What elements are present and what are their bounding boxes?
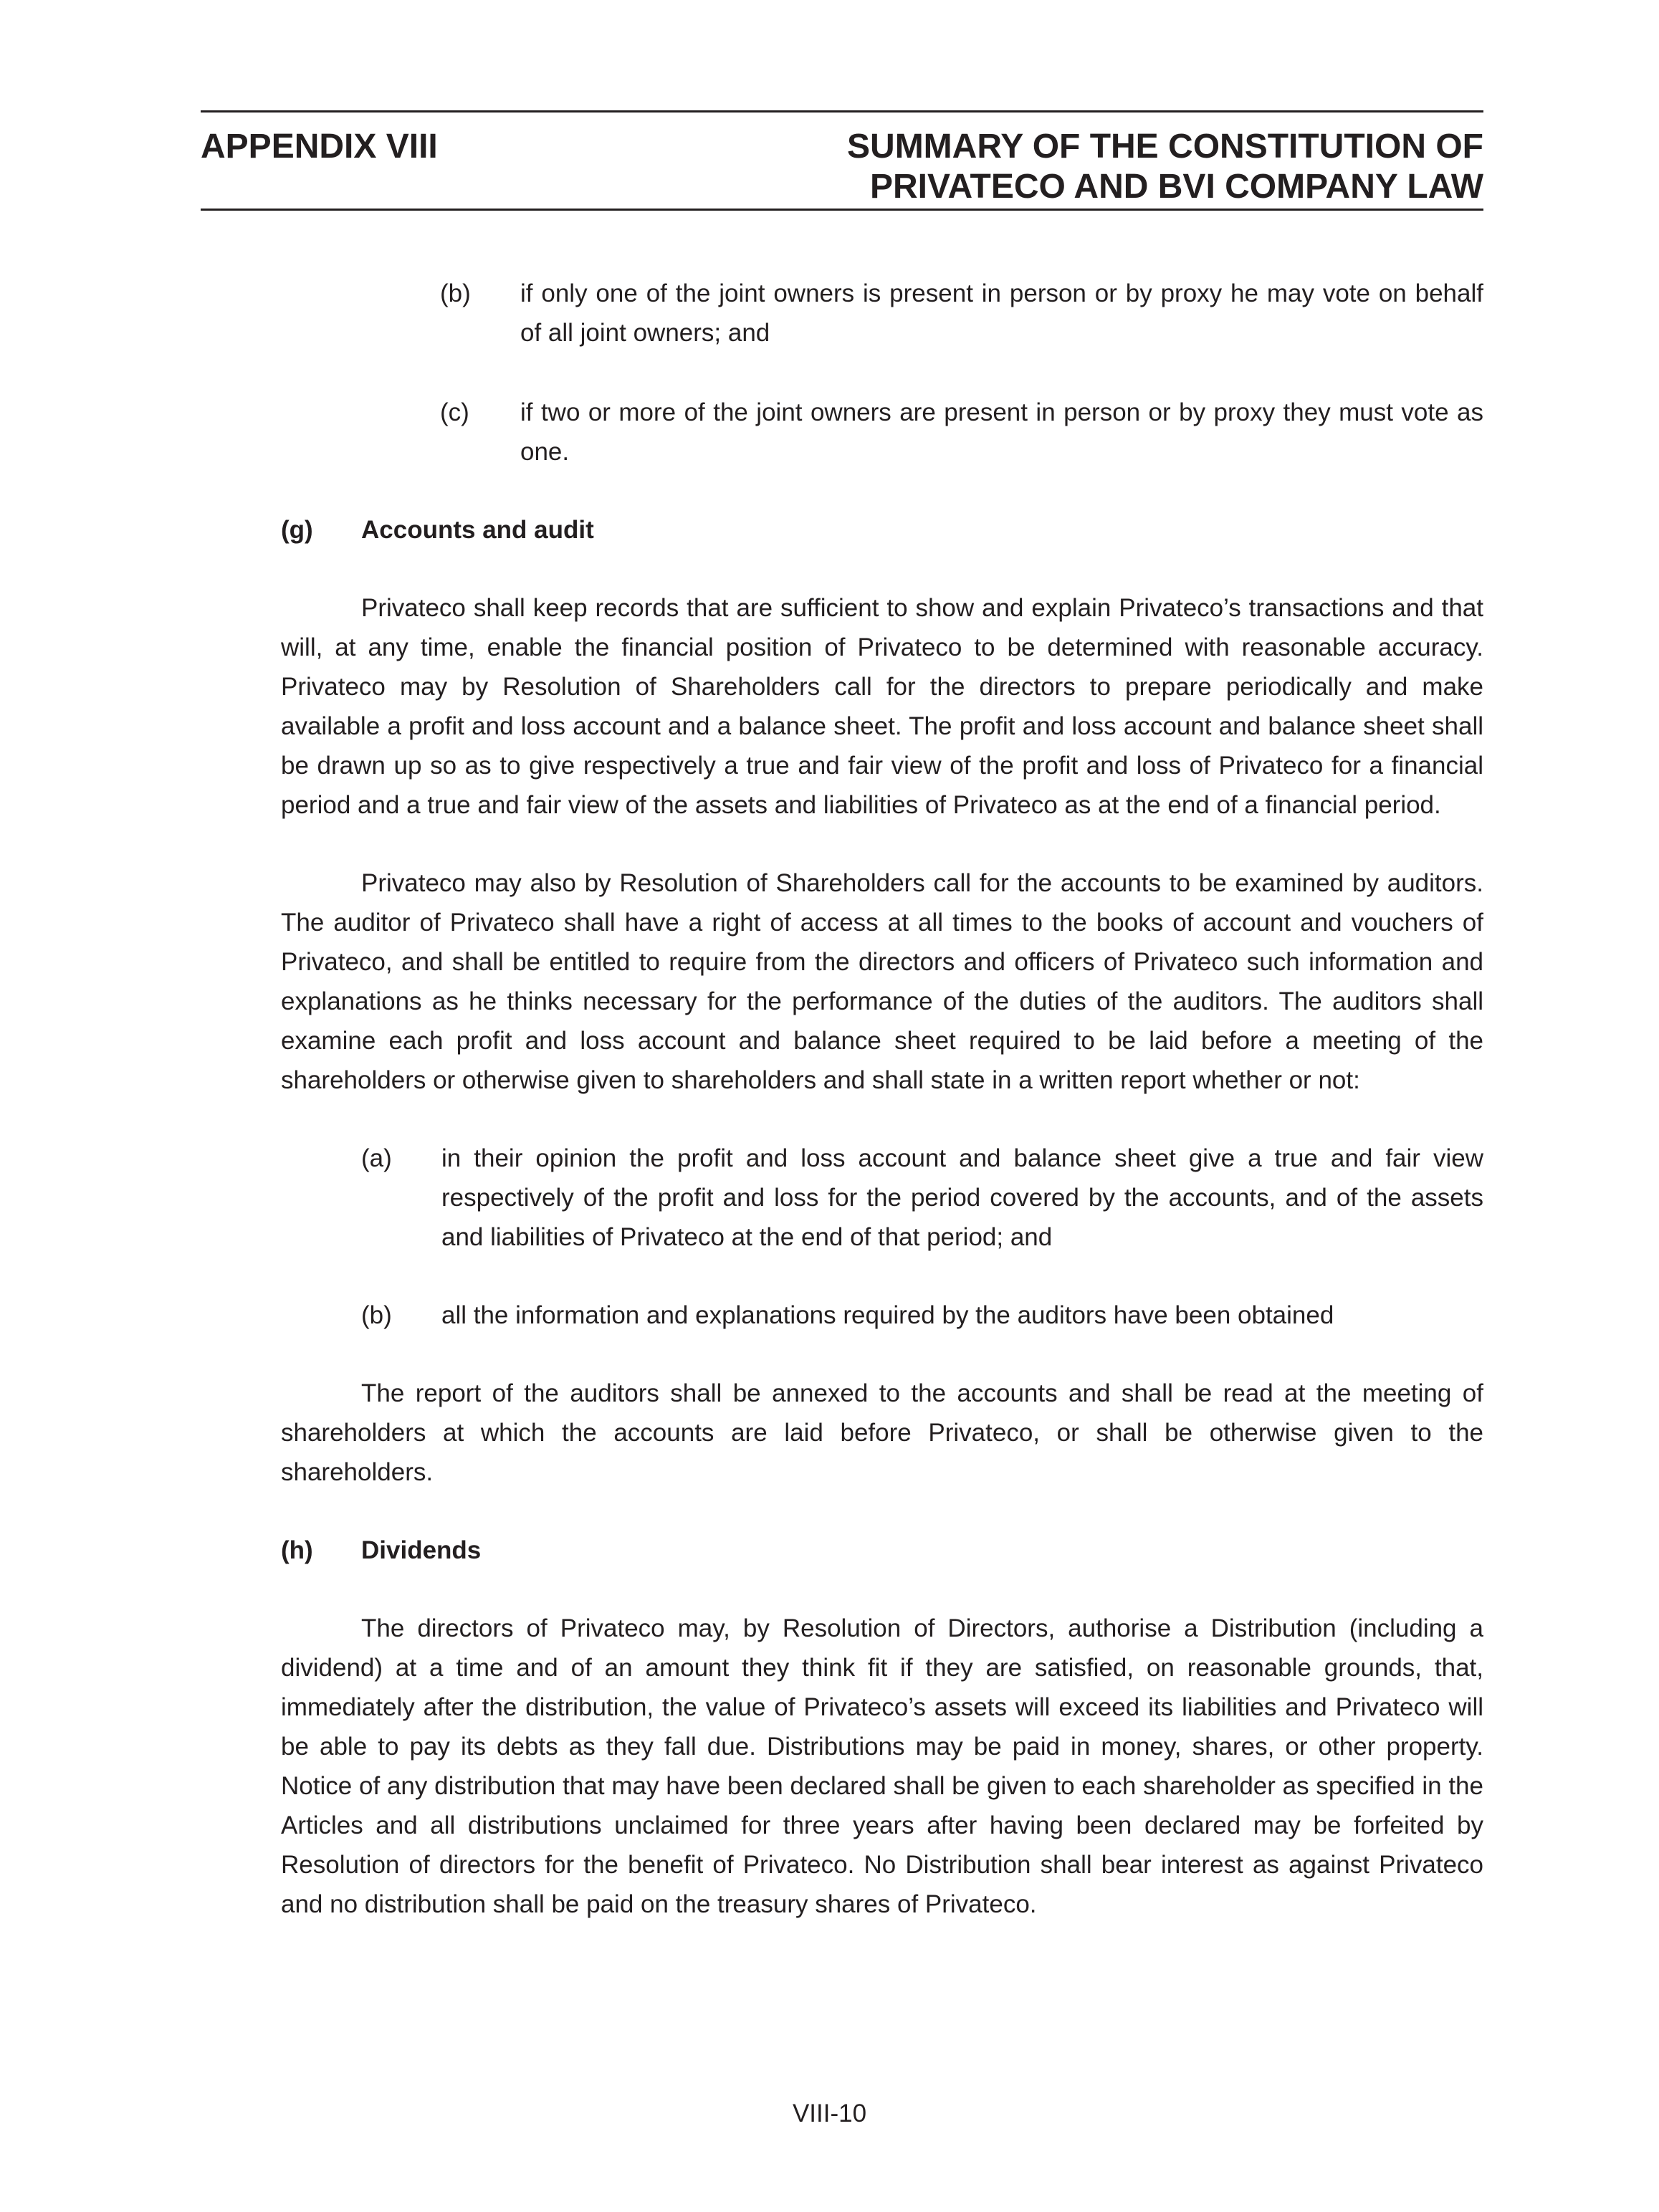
list-item	[440, 274, 1483, 353]
list-marker: (b)	[440, 279, 471, 307]
section-heading-dividends	[281, 1531, 1483, 1570]
paragraph: Privateco shall keep records that are sufficient to show and explain Privateco’s transactions and that will, at any time, enable the financial position of Privateco to be determined with reasonable accuracy. Privateco may by Resolution of Shareholders call for the directors to prepare periodically and make available a profit and loss account and a balance sheet. The profit and loss account and balance sheet shall be drawn up so as to give respectively a true and fair view of the profit and loss of Privateco for a financial period and a true and fair view of the assets and liabilities of Privateco as at the end of a financial period.	[281, 594, 1483, 819]
header-title	[847, 127, 1483, 207]
paragraph: Privateco may also by Resolution of Shareholders call for the accounts to be examined by auditors. The auditor of Privateco shall have a right of access at all times to the books of account and vouchers of Privateco, and shall be entitled to require from the directors and officers of Privateco such information and explanations as he thinks necessary for the performance of the duties of the auditors. The auditors shall examine each profit and loss account and balance sheet required to be laid before a meeting of the shareholders or otherwise given to shareholders and shall state in a written report whether or not:	[281, 869, 1483, 1094]
section-title: Accounts and audit	[361, 516, 594, 544]
list-text: if two or more of the joint owners are present in person or by proxy they must vote as one.	[520, 398, 1483, 466]
paragraph: The directors of Privateco may, by Resolution of Directors, authorise a Distribution (including a dividend) at a time and of an amount they think fit if they are satisfied, on reasonable grounds, that, immediately after the distribution, the value of Privateco’s assets will exceed its liabilities and Privateco will be able to pay its debts as they fall due. Distributions may be paid in money, shares, or other property. Notice of any distribution that may have been declared shall be given to each shareholder as specified in the Articles and all distributions unclaimed for three years after having been declared may be forfeited by Resolution of directors for the benefit of Privateco. No Distribution shall bear interest as against Privateco and no distribution shall be paid on the treasury shares of Privateco.	[281, 1614, 1483, 1918]
header-title-line-2: PRIVATECO AND BVI COMPANY LAW	[869, 168, 1483, 206]
list-marker: (b)	[361, 1301, 392, 1329]
section-heading-accounts	[281, 510, 1483, 550]
list-marker: (c)	[440, 398, 469, 426]
appendix-label: APPENDIX VIII	[201, 128, 438, 166]
section-marker: (g)	[281, 516, 313, 544]
page-number: VIII-10	[792, 2100, 867, 2127]
paragraph: The report of the auditors shall be annexed to the accounts and shall be read at the meeting of shareholders at which the accounts are laid before Privateco, or shall be otherwise given to the shareholders.	[281, 1379, 1483, 1486]
header-title-line-1: SUMMARY OF THE CONSTITUTION OF	[847, 128, 1483, 166]
section-marker: (h)	[281, 1536, 313, 1564]
list-item	[361, 1296, 1483, 1335]
list-text: in their opinion the profit and loss account and balance sheet give a true and fair view respectively of the profit and loss for the period covered by the accounts, and of the assets and liabilities of Privateco at the end of that period; and	[441, 1144, 1483, 1251]
list-text: all the information and explanations required by the auditors have been obtained	[441, 1301, 1334, 1329]
list-item	[361, 1139, 1483, 1257]
list-item	[440, 393, 1483, 471]
page-body	[281, 274, 1483, 1924]
page-header	[201, 110, 1483, 211]
section-title: Dividends	[361, 1536, 482, 1564]
list-text: if only one of the joint owners is present in person or by proxy he may vote on behalf of all joint owners; and	[520, 279, 1483, 347]
list-marker: (a)	[361, 1144, 392, 1172]
